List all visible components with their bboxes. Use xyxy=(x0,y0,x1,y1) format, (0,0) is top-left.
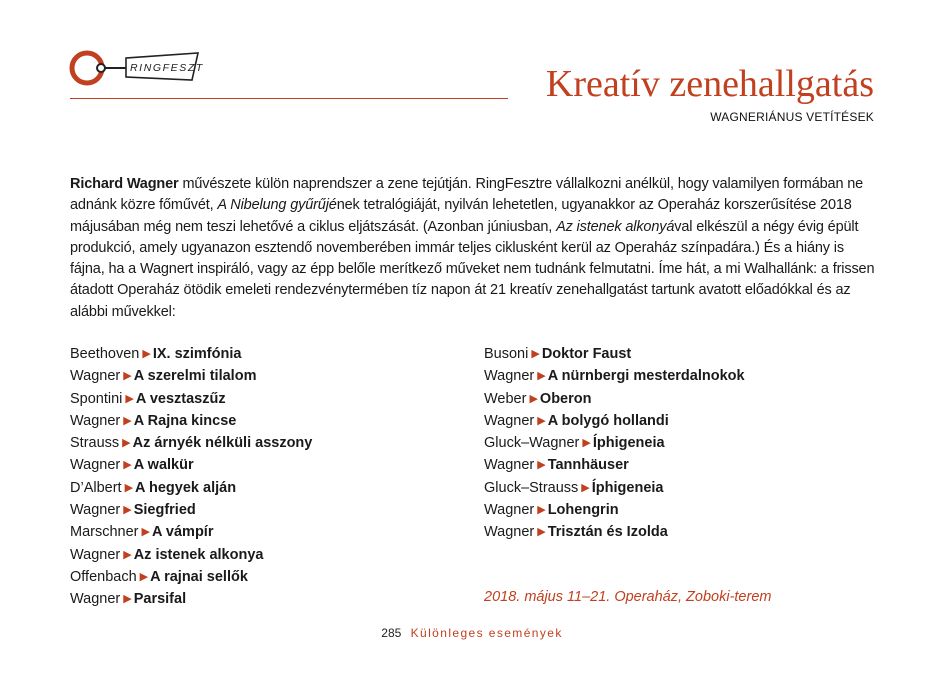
page-footer xyxy=(0,626,944,640)
work-title: Oberon xyxy=(539,390,592,407)
triangle-arrow-icon: ▶ xyxy=(123,459,132,472)
composer-name: Wagner xyxy=(484,524,535,541)
work-title: Tannhäuser xyxy=(547,457,629,474)
work-list-item xyxy=(70,455,312,477)
work-title: Az árnyék nélküli asszony xyxy=(132,435,313,452)
work-list-item xyxy=(70,366,312,388)
composer-name: Wagner xyxy=(70,502,121,519)
work-title: Íphigeneia xyxy=(591,479,664,496)
composer-name: Strauss xyxy=(70,435,120,452)
triangle-arrow-icon: ▶ xyxy=(141,526,150,539)
composer-name: Gluck–Strauss xyxy=(484,479,579,496)
work-list-item xyxy=(70,589,312,611)
composer-name: Wagner xyxy=(484,368,535,385)
work-title: Íphigeneia xyxy=(592,435,665,452)
work-list-item xyxy=(70,522,312,544)
triangle-arrow-icon: ▶ xyxy=(123,593,132,606)
triangle-arrow-icon: ▶ xyxy=(125,392,134,405)
composer-name: Beethoven xyxy=(70,346,140,362)
work-list-item xyxy=(70,500,312,522)
work-list-item xyxy=(484,344,745,366)
intro-text-1: művészete külön naprendszer a zene tejútján. RingFesztre vállalkozni anélkül, hogy valamilyen formában ne adnánk közre főművét, xyxy=(70,176,864,214)
composer-name: Wagner xyxy=(70,546,121,563)
work-title: A rajnai sellők xyxy=(150,568,248,585)
work-list-item xyxy=(70,567,312,589)
composer-name: Wagner xyxy=(70,457,121,474)
intro-italic-2: Az istenek alkonyá xyxy=(556,218,675,235)
composer-name: Busoni xyxy=(484,346,529,362)
page-subtitle: WAGNERIÁNUS VETÍTÉSEK xyxy=(710,110,874,124)
work-title: A walkür xyxy=(133,457,194,474)
work-list-item xyxy=(484,411,745,433)
composer-name: Offenbach xyxy=(70,568,137,585)
work-title: A nürnbergi mesterdalnokok xyxy=(547,368,745,385)
work-title: Lohengrin xyxy=(547,502,619,519)
composer-name: Wagner xyxy=(70,368,121,385)
work-list-item xyxy=(70,478,312,500)
page-number: 285 xyxy=(381,626,402,640)
triangle-arrow-icon: ▶ xyxy=(537,370,546,383)
logo-wordmark: RINGFESZT xyxy=(130,62,204,74)
composer-name: Wagner xyxy=(484,412,535,429)
triangle-arrow-icon: ▶ xyxy=(531,348,540,360)
intro-lead-name: Richard Wagner xyxy=(70,176,179,192)
work-title: A Rajna kincse xyxy=(133,412,237,429)
work-title: A bolygó hollandi xyxy=(547,412,669,429)
work-list-item xyxy=(484,433,745,455)
intro-text-2: nek tetralógiáját, nyilván lehetetlen, ugyanakkor az Operaház korszerűsítése 2018 májusában még nem teszi lehetővé a ciklus eljátszását. (Azonban júniusban, xyxy=(70,197,852,235)
header-rule xyxy=(70,98,508,99)
work-list-item xyxy=(70,433,312,455)
work-title: Az istenek alkonya xyxy=(133,546,264,563)
triangle-arrow-icon: ▶ xyxy=(124,481,134,494)
triangle-arrow-icon: ▶ xyxy=(529,392,538,405)
work-title: A vesztaszűz xyxy=(135,390,226,407)
work-list-item xyxy=(484,366,745,388)
work-list-item xyxy=(484,478,745,500)
work-list-item xyxy=(70,545,312,567)
triangle-arrow-icon: ▶ xyxy=(537,459,546,472)
work-list-item xyxy=(70,344,312,366)
composer-name: Wagner xyxy=(70,412,121,429)
intro-paragraph xyxy=(70,174,880,323)
work-title: Trisztán és Izolda xyxy=(547,524,668,541)
work-title: IX. szimfónia xyxy=(152,346,242,362)
triangle-arrow-icon: ▶ xyxy=(537,414,546,427)
composer-name: Wagner xyxy=(484,502,535,519)
triangle-arrow-icon: ▶ xyxy=(123,370,132,383)
event-dateline: 2018. május 11–21. Operaház, Zoboki-terem xyxy=(484,589,772,605)
work-title: A hegyek alján xyxy=(135,479,237,496)
triangle-arrow-icon: ▶ xyxy=(582,437,591,450)
composer-name: Wagner xyxy=(484,457,535,474)
work-title: A szerelmi tilalom xyxy=(133,368,257,385)
triangle-arrow-icon: ▶ xyxy=(581,481,590,494)
triangle-arrow-icon: ▶ xyxy=(123,504,132,517)
triangle-arrow-icon: ▶ xyxy=(142,348,151,360)
triangle-arrow-icon: ▶ xyxy=(139,570,149,583)
composer-name: Weber xyxy=(484,390,527,407)
work-list-item xyxy=(484,522,745,544)
triangle-arrow-icon: ▶ xyxy=(537,504,546,517)
intro-italic-1: A Nibelung gyűrűjé xyxy=(217,197,337,214)
work-title: Parsifal xyxy=(133,591,187,608)
work-list-item xyxy=(484,500,745,522)
composer-name: Gluck–Wagner xyxy=(484,435,580,452)
composer-name: Spontini xyxy=(70,390,123,407)
intro-text-3: val elkészül a négy évig épült produkció, amely ugyanazon esztendő novemberében immár teljes ciklusként kerül az Operaház színpadára.) És a hiány is fájna, ha a Wagnert inspiráló, vagy az épp belőle merítkező műveket nem tudnánk felmutatni. Íme hát, a mi Walhallánk: a frissen átadott Operaház ötödik emeleti rendezvénytermében tíz napon át 21 kreatív zenehallgatást tartunk avatott előadókkal és az alábbi művekkel: xyxy=(70,218,875,320)
composer-name: Marschner xyxy=(70,524,139,541)
work-title: Siegfried xyxy=(133,502,196,519)
composer-name: D’Albert xyxy=(70,479,122,496)
work-list-item xyxy=(484,389,745,411)
triangle-arrow-icon: ▶ xyxy=(537,526,546,539)
page-title: Kreatív zenehallgatás xyxy=(545,63,874,105)
triangle-arrow-icon: ▶ xyxy=(122,437,131,450)
work-title: A vámpír xyxy=(151,524,214,541)
triangle-arrow-icon: ▶ xyxy=(123,548,132,561)
work-list-item xyxy=(484,455,745,477)
work-list-item xyxy=(70,389,312,411)
works-list-left xyxy=(70,344,312,612)
section-name: Különleges események xyxy=(410,626,563,640)
composer-name: Wagner xyxy=(70,591,121,608)
triangle-arrow-icon: ▶ xyxy=(123,414,132,427)
works-list-right xyxy=(484,344,745,545)
work-title: Doktor Faust xyxy=(541,346,632,362)
work-list-item xyxy=(70,411,312,433)
